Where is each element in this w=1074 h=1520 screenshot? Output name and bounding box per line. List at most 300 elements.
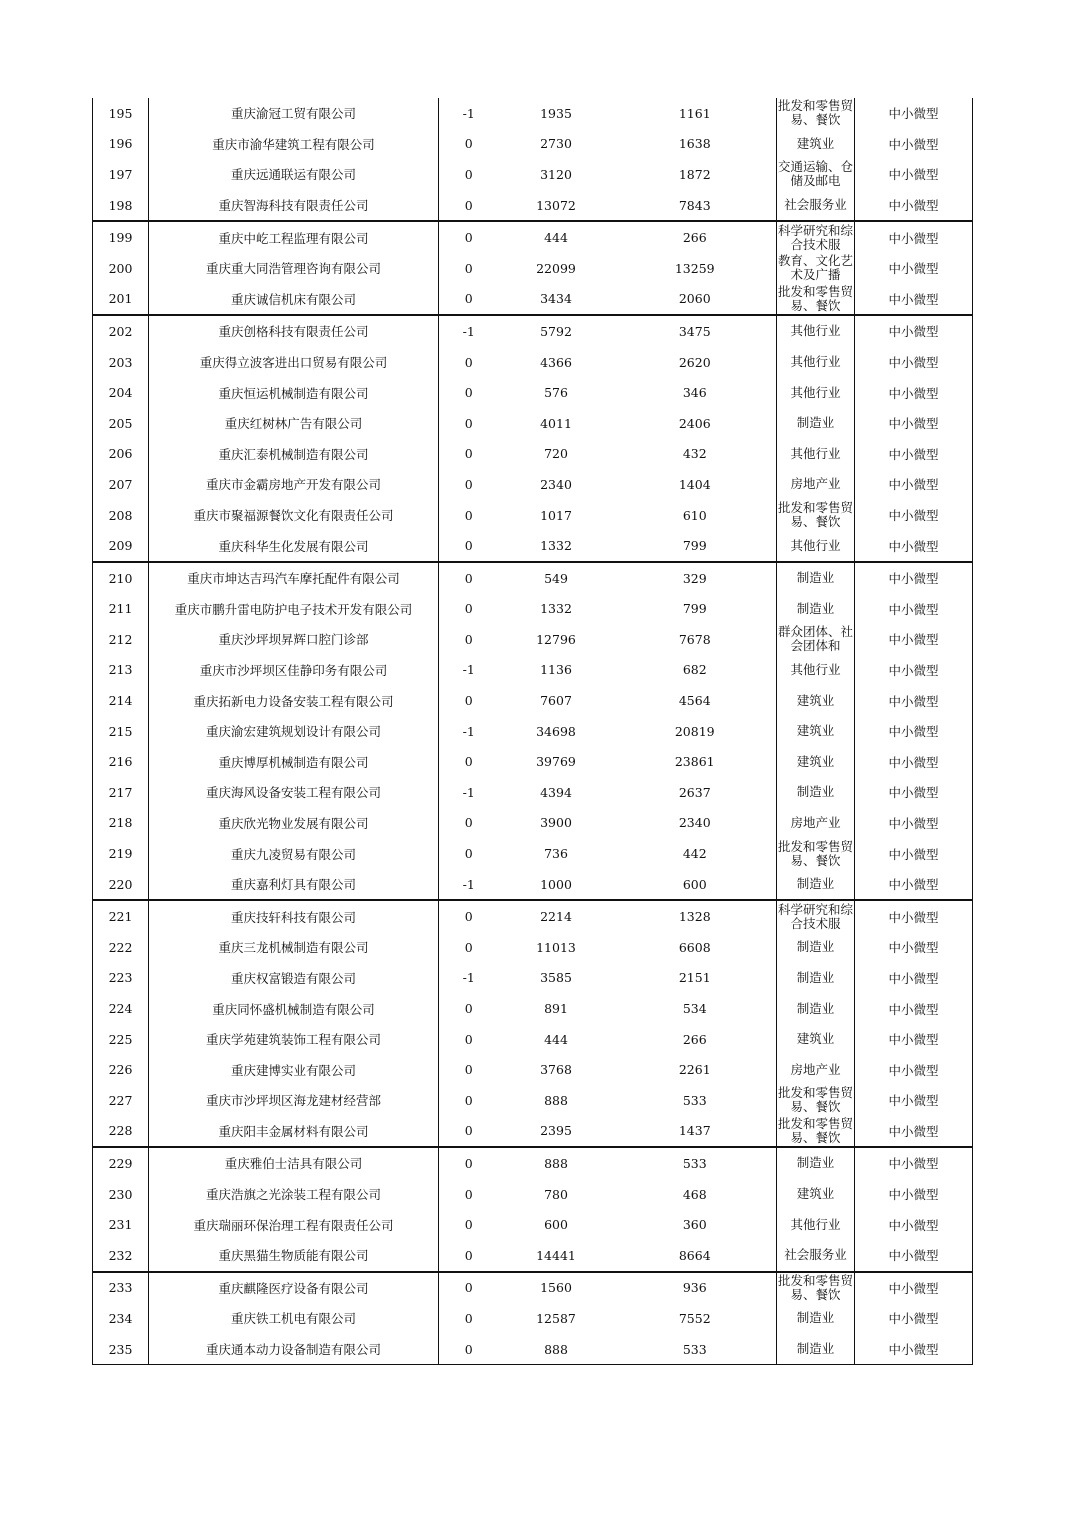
industry-label: 其他行业 bbox=[790, 446, 841, 461]
enterprise-size-cell: 中小微型 bbox=[855, 562, 973, 594]
company-name-cell: 重庆九凌贸易有限公司 bbox=[149, 838, 439, 869]
enterprise-size-cell: 中小微型 bbox=[855, 1024, 973, 1055]
enterprise-size-cell: 中小微型 bbox=[855, 98, 973, 129]
enterprise-size-cell: 中小微型 bbox=[855, 469, 973, 500]
enterprise-size-cell: 中小微型 bbox=[855, 716, 973, 747]
flag-cell: 0 bbox=[464, 754, 473, 770]
company-name-cell: 重庆拓新电力设备安装工程有限公司 bbox=[149, 685, 439, 716]
row-number-cell: 210 bbox=[93, 562, 149, 594]
company-name-cell: 重庆汇泰机械制造有限公司 bbox=[149, 439, 439, 470]
flag-cell: 0 bbox=[464, 1280, 473, 1296]
enterprise-size-cell: 中小微型 bbox=[855, 377, 973, 408]
value-a-cell: 34698 bbox=[536, 723, 576, 739]
enterprise-size-cell: 中小微型 bbox=[855, 869, 973, 901]
value-b-cell: 533 bbox=[682, 1155, 707, 1171]
industry-label: 批发和零售贸易、餐饮 bbox=[777, 1273, 853, 1302]
table-row bbox=[93, 1240, 973, 1272]
company-name-cell: 重庆恒运机械制造有限公司 bbox=[149, 377, 439, 408]
industry-label: 建筑业 bbox=[796, 693, 835, 708]
value-a-cell: 3900 bbox=[540, 815, 572, 831]
enterprise-size-cell: 中小微型 bbox=[855, 808, 973, 839]
row-number-cell: 200 bbox=[93, 253, 149, 284]
industry-label: 建筑业 bbox=[796, 1032, 835, 1047]
table-row bbox=[93, 746, 973, 777]
value-a-cell: 12796 bbox=[536, 631, 576, 647]
row-number-cell: 220 bbox=[93, 869, 149, 901]
company-name-cell: 重庆市鹏升雷电防护电子技术开发有限公司 bbox=[149, 594, 439, 625]
value-a-cell: 780 bbox=[544, 1186, 568, 1202]
industry-label: 其他行业 bbox=[790, 1217, 841, 1232]
industry-label: 制造业 bbox=[796, 785, 835, 800]
industry-cell bbox=[777, 500, 855, 531]
flag-cell: 0 bbox=[439, 284, 499, 316]
row-number-cell: 214 bbox=[93, 685, 149, 716]
industry-label: 批发和零售贸易、餐饮 bbox=[777, 839, 853, 868]
value-b-cell: 3475 bbox=[678, 323, 711, 339]
table-row bbox=[93, 594, 973, 625]
table-row bbox=[93, 1303, 973, 1334]
industry-cell bbox=[777, 685, 855, 716]
table-row bbox=[93, 129, 973, 160]
company-name-cell: 重庆欣光物业发展有限公司 bbox=[149, 808, 439, 839]
table-row bbox=[93, 562, 973, 594]
value-b-cell: 7552 bbox=[678, 1310, 711, 1326]
value-b-cell: 360 bbox=[682, 1217, 707, 1233]
value-a-cell: 12587 bbox=[536, 1310, 576, 1326]
industry-cell bbox=[777, 1334, 855, 1365]
value-a-cell: 3120 bbox=[540, 166, 572, 182]
value-b-cell: 533 bbox=[614, 1334, 777, 1365]
table-row bbox=[93, 932, 973, 963]
enterprise-size-cell: 中小微型 bbox=[855, 963, 973, 994]
company-name-cell: 重庆市聚福源餐饮文化有限责任公司 bbox=[149, 500, 439, 531]
table-row bbox=[93, 315, 973, 347]
flag-cell: 0 bbox=[439, 1334, 499, 1365]
row-number-cell: 206 bbox=[93, 439, 149, 470]
value-a-cell: 1560 bbox=[540, 1280, 572, 1296]
table-row bbox=[93, 469, 973, 500]
flag-cell: 0 bbox=[464, 570, 473, 586]
value-b-cell: 534 bbox=[682, 1001, 707, 1017]
industry-cell bbox=[777, 869, 855, 901]
enterprise-size-cell: 中小微型 bbox=[855, 1209, 973, 1240]
value-a-cell: 4366 bbox=[540, 354, 572, 370]
industry-cell bbox=[777, 469, 855, 500]
value-a-cell: 2730 bbox=[540, 136, 572, 152]
table-row bbox=[93, 377, 973, 408]
industry-cell bbox=[777, 655, 855, 686]
value-b-cell: 2151 bbox=[678, 970, 711, 986]
flag-cell: -1 bbox=[462, 970, 475, 986]
value-a-cell: 13072 bbox=[499, 190, 614, 222]
value-a-cell: 891 bbox=[544, 1001, 568, 1017]
flag-cell: 0 bbox=[464, 846, 473, 862]
enterprise-size-cell: 中小微型 bbox=[855, 1116, 973, 1148]
row-number-cell: 231 bbox=[93, 1209, 149, 1240]
value-a-cell: 22099 bbox=[536, 260, 576, 276]
industry-cell bbox=[777, 1303, 855, 1334]
enterprise-size-cell: 中小微型 bbox=[855, 594, 973, 625]
table-row bbox=[93, 221, 973, 253]
enterprise-size-cell: 中小微型 bbox=[855, 932, 973, 963]
industry-label: 房地产业 bbox=[790, 1062, 841, 1077]
industry-label: 社会服务业 bbox=[784, 1248, 847, 1263]
enterprise-size-cell: 中小微型 bbox=[855, 439, 973, 470]
row-number-cell: 232 bbox=[93, 1240, 149, 1272]
row-number-cell: 203 bbox=[93, 347, 149, 378]
row-number-cell: 207 bbox=[93, 469, 149, 500]
flag-cell: -1 bbox=[462, 323, 475, 339]
industry-cell bbox=[777, 777, 855, 808]
row-number-cell: 219 bbox=[93, 838, 149, 869]
row-number-cell: 229 bbox=[93, 1147, 149, 1179]
value-b-cell: 1437 bbox=[614, 1116, 777, 1148]
flag-cell: 0 bbox=[464, 1217, 473, 1233]
company-name-cell: 重庆三龙机械制造有限公司 bbox=[149, 932, 439, 963]
industry-cell bbox=[777, 716, 855, 747]
enterprise-size-cell: 中小微型 bbox=[855, 1240, 973, 1272]
enterprise-size-cell: 中小微型 bbox=[855, 655, 973, 686]
enterprise-size-cell: 中小微型 bbox=[855, 159, 973, 190]
industry-cell bbox=[777, 838, 855, 869]
flag-cell: 0 bbox=[464, 166, 473, 182]
flag-cell: -1 bbox=[439, 869, 499, 901]
industry-cell bbox=[777, 963, 855, 994]
table-row bbox=[93, 1147, 973, 1179]
value-a-cell: 444 bbox=[544, 1031, 568, 1047]
flag-cell: 0 bbox=[464, 446, 473, 462]
flag-cell: 0 bbox=[464, 601, 473, 617]
industry-cell bbox=[777, 530, 855, 562]
industry-label: 批发和零售贸易、餐饮 bbox=[777, 1116, 853, 1145]
value-a-cell: 2395 bbox=[499, 1116, 614, 1148]
company-name-cell: 重庆麒隆医疗设备有限公司 bbox=[149, 1272, 439, 1304]
industry-cell bbox=[777, 808, 855, 839]
flag-cell: 0 bbox=[464, 1062, 473, 1078]
flag-cell: 0 bbox=[464, 476, 473, 492]
row-number-cell: 204 bbox=[93, 377, 149, 408]
row-number-cell: 208 bbox=[93, 500, 149, 531]
row-number-cell: 233 bbox=[93, 1272, 149, 1304]
industry-label: 房地产业 bbox=[790, 815, 841, 830]
enterprise-size-cell: 中小微型 bbox=[855, 1054, 973, 1085]
industry-cell bbox=[777, 1024, 855, 1055]
industry-label: 制造业 bbox=[796, 877, 835, 892]
value-b-cell: 7678 bbox=[678, 631, 711, 647]
company-name-cell: 重庆中屹工程监理有限公司 bbox=[149, 221, 439, 253]
industry-cell bbox=[777, 900, 855, 932]
industry-cell bbox=[777, 1147, 855, 1179]
industry-label: 制造业 bbox=[796, 1311, 835, 1326]
company-name-cell: 重庆铁工机电有限公司 bbox=[149, 1303, 439, 1334]
industry-label: 科学研究和综合技术服 bbox=[777, 902, 853, 931]
company-name-cell: 重庆科华生化发展有限公司 bbox=[149, 530, 439, 562]
company-name-cell: 重庆同怀盛机械制造有限公司 bbox=[149, 993, 439, 1024]
flag-cell: 0 bbox=[464, 1031, 473, 1047]
value-b-cell: 2340 bbox=[678, 815, 711, 831]
value-a-cell: 444 bbox=[544, 230, 568, 246]
company-name-cell: 重庆得立波客进出口贸易有限公司 bbox=[149, 347, 439, 378]
flag-cell: 0 bbox=[464, 1310, 473, 1326]
row-number-cell: 211 bbox=[93, 594, 149, 625]
company-name-cell: 重庆博厚机械制造有限公司 bbox=[149, 746, 439, 777]
value-b-cell: 1638 bbox=[678, 136, 711, 152]
enterprise-size-cell: 中小微型 bbox=[855, 993, 973, 1024]
enterprise-size-cell: 中小微型 bbox=[855, 1334, 973, 1365]
company-name-cell: 重庆瑞丽环保治理工程有限责任公司 bbox=[149, 1209, 439, 1240]
value-a-cell: 576 bbox=[544, 385, 568, 401]
industry-cell bbox=[777, 190, 855, 222]
row-number-cell: 205 bbox=[93, 408, 149, 439]
row-number-cell: 226 bbox=[93, 1054, 149, 1085]
table-row bbox=[93, 347, 973, 378]
flag-cell: 0 bbox=[439, 190, 499, 222]
table-row bbox=[93, 869, 973, 901]
industry-cell bbox=[777, 1272, 855, 1304]
row-number-cell: 209 bbox=[93, 530, 149, 562]
table-row bbox=[93, 993, 973, 1024]
value-b-cell: 4564 bbox=[678, 693, 711, 709]
enterprise-size-cell: 中小微型 bbox=[855, 1303, 973, 1334]
industry-label: 其他行业 bbox=[790, 662, 841, 677]
value-a-cell: 736 bbox=[544, 846, 568, 862]
table-row bbox=[93, 777, 973, 808]
flag-cell: -1 bbox=[462, 723, 475, 739]
value-a-cell: 14441 bbox=[499, 1240, 614, 1272]
value-b-cell: 13259 bbox=[674, 260, 715, 276]
enterprise-size-cell: 中小微型 bbox=[855, 253, 973, 284]
table-row bbox=[93, 500, 973, 531]
table-row bbox=[93, 716, 973, 747]
enterprise-size-cell: 中小微型 bbox=[855, 284, 973, 316]
value-b-cell: 6608 bbox=[678, 939, 711, 955]
enterprise-size-cell: 中小微型 bbox=[855, 190, 973, 222]
value-b-cell: 1328 bbox=[678, 909, 711, 925]
value-a-cell: 4394 bbox=[540, 784, 572, 800]
company-name-cell: 重庆渝宏建筑规划设计有限公司 bbox=[149, 716, 439, 747]
value-b-cell: 2620 bbox=[678, 354, 711, 370]
table-row bbox=[93, 159, 973, 190]
company-name-cell: 重庆红树林广告有限公司 bbox=[149, 408, 439, 439]
industry-label: 房地产业 bbox=[790, 477, 841, 492]
industry-cell bbox=[777, 129, 855, 160]
flag-cell: 0 bbox=[464, 136, 473, 152]
industry-cell bbox=[777, 377, 855, 408]
company-name-cell: 重庆市金霸房地产开发有限公司 bbox=[149, 469, 439, 500]
value-b-cell: 20819 bbox=[674, 723, 715, 739]
row-number-cell: 215 bbox=[93, 716, 149, 747]
flag-cell: 0 bbox=[464, 230, 473, 246]
value-b-cell: 346 bbox=[682, 385, 707, 401]
enterprise-size-cell: 中小微型 bbox=[855, 685, 973, 716]
table-row bbox=[93, 1334, 973, 1365]
row-number-cell: 201 bbox=[93, 284, 149, 316]
row-number-cell: 225 bbox=[93, 1024, 149, 1055]
table-row bbox=[93, 808, 973, 839]
value-a-cell: 7607 bbox=[540, 693, 572, 709]
flag-cell: 0 bbox=[464, 693, 473, 709]
row-number-cell: 224 bbox=[93, 993, 149, 1024]
industry-label: 交通运输、仓储及邮电 bbox=[777, 160, 853, 189]
row-number-cell: 199 bbox=[93, 221, 149, 253]
flag-cell: 0 bbox=[464, 815, 473, 831]
table-row bbox=[93, 1085, 973, 1116]
company-name-cell: 重庆学苑建筑装饰工程有限公司 bbox=[149, 1024, 439, 1055]
value-a-cell: 3434 bbox=[499, 284, 614, 316]
row-number-cell: 222 bbox=[93, 932, 149, 963]
industry-cell bbox=[777, 624, 855, 655]
table-row bbox=[93, 963, 973, 994]
value-a-cell: 2340 bbox=[540, 476, 572, 492]
value-b-cell: 468 bbox=[682, 1186, 707, 1202]
row-number-cell: 213 bbox=[93, 655, 149, 686]
value-b-cell: 2261 bbox=[678, 1062, 711, 1078]
value-a-cell: 720 bbox=[544, 446, 568, 462]
value-b-cell: 2060 bbox=[614, 284, 777, 316]
flag-cell: 0 bbox=[464, 507, 473, 523]
enterprise-size-cell: 中小微型 bbox=[855, 777, 973, 808]
industry-cell bbox=[777, 1054, 855, 1085]
row-number-cell: 228 bbox=[93, 1116, 149, 1148]
industry-label: 其他行业 bbox=[790, 385, 841, 400]
enterprise-size-cell: 中小微型 bbox=[855, 746, 973, 777]
industry-cell bbox=[777, 439, 855, 470]
flag-cell: -1 bbox=[462, 105, 475, 121]
value-b-cell: 610 bbox=[682, 507, 707, 523]
company-name-cell: 重庆诚信机床有限公司 bbox=[149, 284, 439, 316]
value-a-cell: 2214 bbox=[540, 909, 572, 925]
industry-label: 建筑业 bbox=[796, 136, 835, 151]
enterprise-size-cell: 中小微型 bbox=[855, 315, 973, 347]
row-number-cell: 195 bbox=[93, 98, 149, 129]
industry-cell bbox=[777, 159, 855, 190]
table-row bbox=[93, 1116, 973, 1148]
company-name-cell: 重庆渝冠工贸有限公司 bbox=[149, 98, 439, 129]
table-row bbox=[93, 1209, 973, 1240]
industry-cell bbox=[777, 993, 855, 1024]
company-name-cell: 重庆创格科技有限责任公司 bbox=[149, 315, 439, 347]
industry-label: 制造业 bbox=[796, 1001, 835, 1016]
value-b-cell: 23861 bbox=[674, 754, 715, 770]
flag-cell: 0 bbox=[464, 415, 473, 431]
value-b-cell: 2406 bbox=[678, 415, 711, 431]
table-row bbox=[93, 624, 973, 655]
industry-label: 批发和零售贸易、餐饮 bbox=[777, 501, 853, 530]
value-b-cell: 799 bbox=[682, 601, 707, 617]
company-name-cell: 重庆海风设备安装工程有限公司 bbox=[149, 777, 439, 808]
value-a-cell: 888 bbox=[499, 1334, 614, 1365]
value-a-cell: 549 bbox=[544, 570, 568, 586]
company-name-cell: 重庆技轩科技有限公司 bbox=[149, 900, 439, 932]
industry-cell bbox=[777, 315, 855, 347]
industry-label: 建筑业 bbox=[796, 754, 835, 769]
enterprise-size-cell: 中小微型 bbox=[855, 624, 973, 655]
table-row bbox=[93, 685, 973, 716]
row-number-cell: 197 bbox=[93, 159, 149, 190]
enterprise-table bbox=[92, 98, 973, 1365]
industry-label: 其他行业 bbox=[790, 538, 841, 553]
flag-cell: 0 bbox=[464, 939, 473, 955]
industry-label: 其他行业 bbox=[790, 324, 841, 339]
value-a-cell: 3585 bbox=[540, 970, 572, 986]
industry-label: 制造业 bbox=[796, 1156, 835, 1171]
table-row bbox=[93, 439, 973, 470]
table-row bbox=[93, 1054, 973, 1085]
row-number-cell: 221 bbox=[93, 900, 149, 932]
industry-cell bbox=[777, 1085, 855, 1116]
table-row bbox=[93, 1179, 973, 1210]
industry-cell bbox=[777, 562, 855, 594]
value-a-cell: 1136 bbox=[540, 662, 572, 678]
table-row bbox=[93, 1272, 973, 1304]
industry-cell bbox=[777, 594, 855, 625]
value-a-cell: 5792 bbox=[540, 323, 572, 339]
company-name-cell: 重庆重大同浩管理咨询有限公司 bbox=[149, 253, 439, 284]
row-number-cell: 223 bbox=[93, 963, 149, 994]
company-name-cell: 重庆阳丰金属材料有限公司 bbox=[149, 1116, 439, 1148]
enterprise-size-cell: 中小微型 bbox=[855, 129, 973, 160]
value-a-cell: 1935 bbox=[540, 105, 572, 121]
industry-label: 其他行业 bbox=[790, 355, 841, 370]
industry-cell bbox=[777, 1179, 855, 1210]
flag-cell: 0 bbox=[464, 260, 473, 276]
table-row bbox=[93, 1024, 973, 1055]
row-number-cell: 202 bbox=[93, 315, 149, 347]
value-b-cell: 1872 bbox=[678, 166, 711, 182]
row-number-cell: 230 bbox=[93, 1179, 149, 1210]
value-a-cell: 1017 bbox=[540, 507, 572, 523]
flag-cell: -1 bbox=[462, 784, 475, 800]
enterprise-size-cell: 中小微型 bbox=[855, 221, 973, 253]
value-b-cell: 600 bbox=[614, 869, 777, 901]
enterprise-size-cell: 中小微型 bbox=[855, 1085, 973, 1116]
value-a-cell: 3768 bbox=[540, 1062, 572, 1078]
company-name-cell: 重庆市渝华建筑工程有限公司 bbox=[149, 129, 439, 160]
industry-cell bbox=[777, 1240, 855, 1272]
industry-cell bbox=[777, 98, 855, 129]
value-a-cell: 888 bbox=[544, 1092, 568, 1108]
flag-cell: 0 bbox=[464, 1001, 473, 1017]
flag-cell: 0 bbox=[464, 354, 473, 370]
company-name-cell: 重庆沙坪坝昇辉口腔门诊部 bbox=[149, 624, 439, 655]
industry-cell bbox=[777, 932, 855, 963]
flag-cell: 0 bbox=[439, 530, 499, 562]
industry-cell bbox=[777, 1116, 855, 1148]
value-b-cell: 1161 bbox=[678, 105, 711, 121]
flag-cell: 0 bbox=[464, 1092, 473, 1108]
industry-label: 制造业 bbox=[796, 1342, 835, 1357]
value-a-cell: 1332 bbox=[540, 601, 572, 617]
flag-cell: 0 bbox=[464, 385, 473, 401]
table-row bbox=[93, 530, 973, 562]
value-a-cell: 600 bbox=[544, 1217, 568, 1233]
flag-cell: 0 bbox=[464, 1155, 473, 1171]
value-b-cell: 936 bbox=[682, 1280, 707, 1296]
value-a-cell: 11013 bbox=[536, 939, 576, 955]
company-name-cell: 重庆建博实业有限公司 bbox=[149, 1054, 439, 1085]
flag-cell: -1 bbox=[462, 662, 475, 678]
row-number-cell: 234 bbox=[93, 1303, 149, 1334]
value-a-cell: 1000 bbox=[499, 869, 614, 901]
value-b-cell: 682 bbox=[682, 662, 707, 678]
company-name-cell: 重庆嘉利灯具有限公司 bbox=[149, 869, 439, 901]
industry-cell bbox=[777, 284, 855, 316]
table-row bbox=[93, 408, 973, 439]
value-b-cell: 8664 bbox=[614, 1240, 777, 1272]
value-b-cell: 2637 bbox=[678, 784, 711, 800]
flag-cell: 0 bbox=[439, 1116, 499, 1148]
company-name-cell: 重庆权富锻造有限公司 bbox=[149, 963, 439, 994]
